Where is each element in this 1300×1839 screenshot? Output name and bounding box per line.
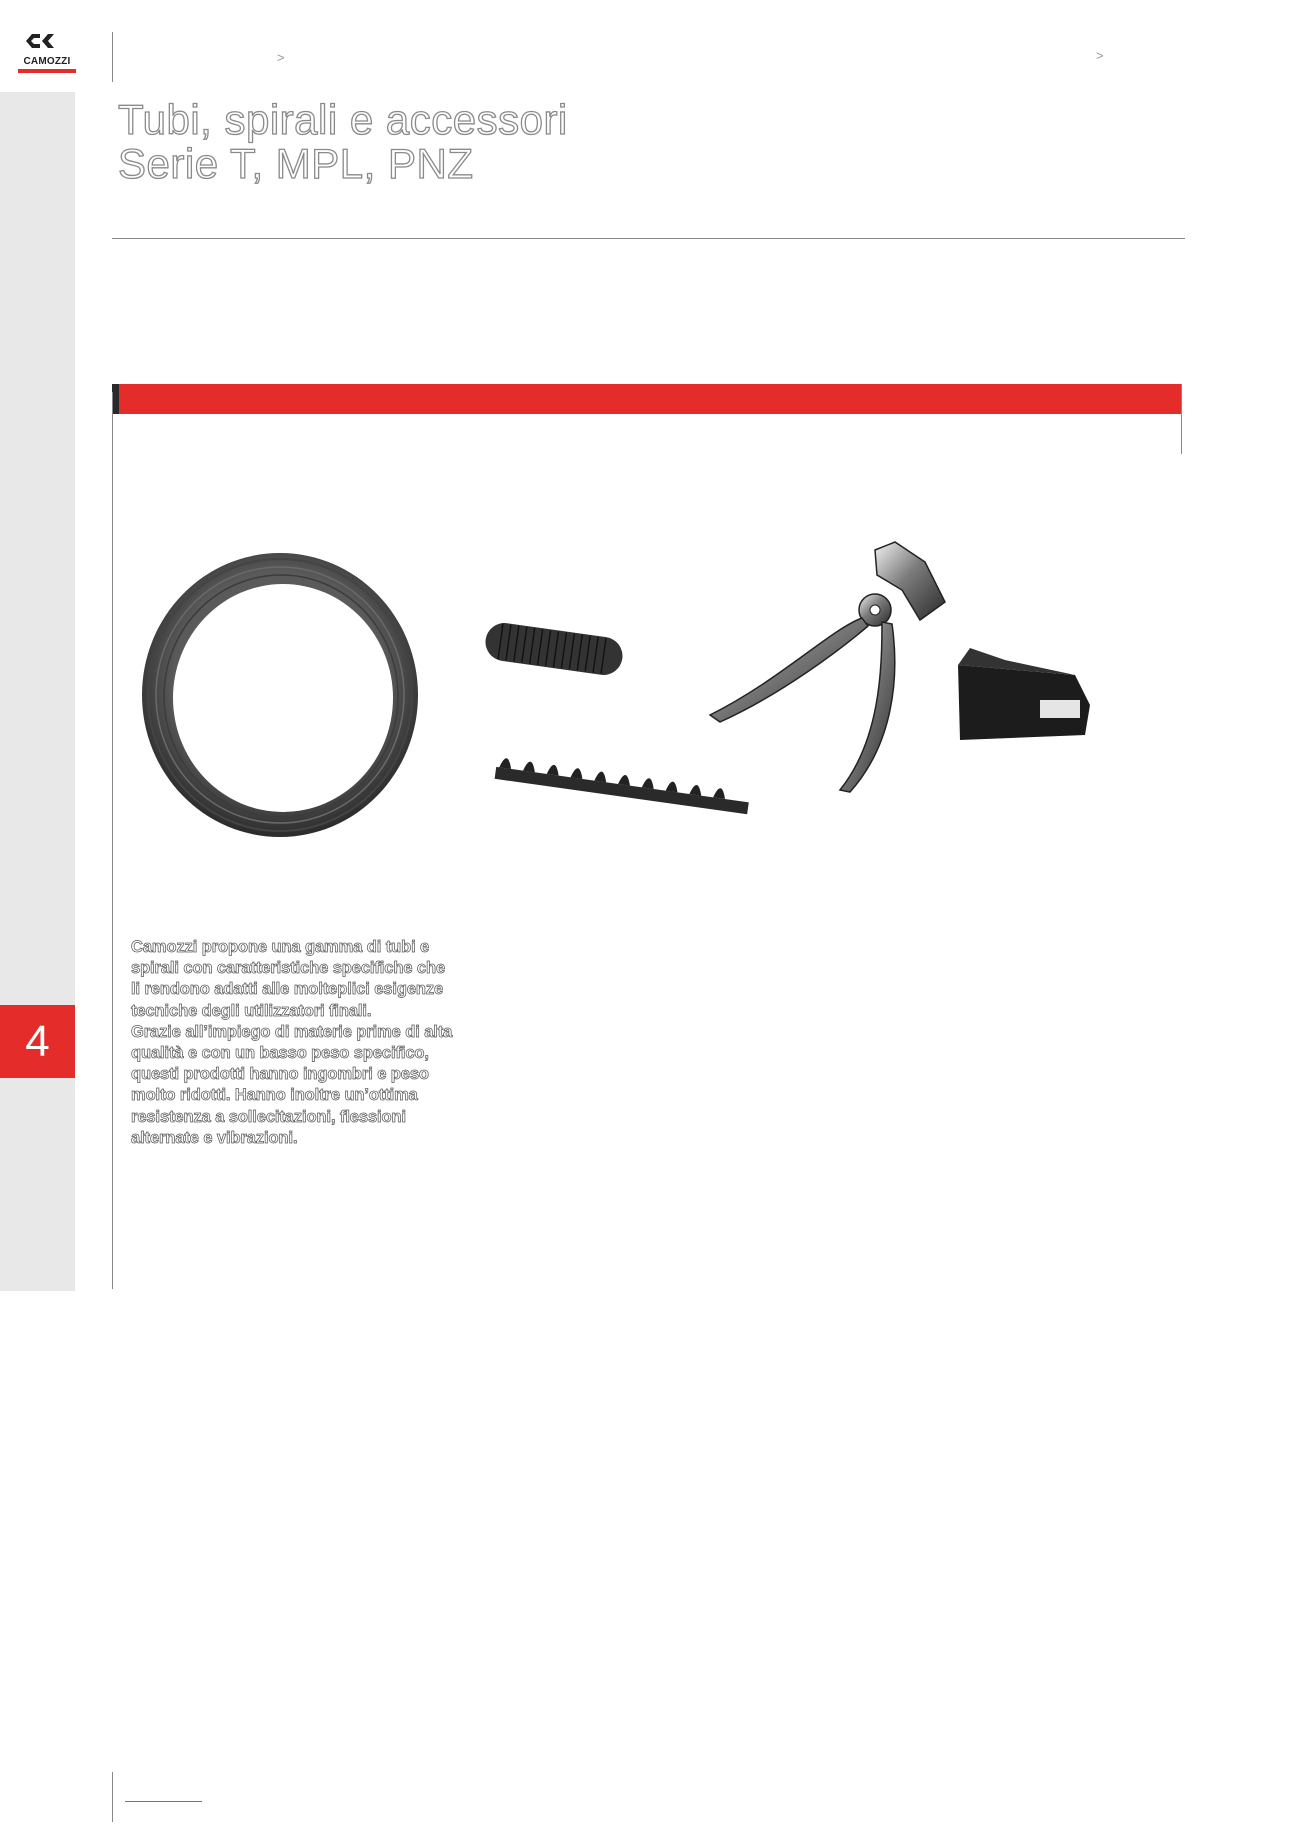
product-illustrations [140, 530, 1150, 850]
chapter-number: 4 [25, 1016, 50, 1066]
page-title-line-2: Serie T, MPL, PNZ [118, 140, 474, 187]
section-band-edge [1181, 384, 1182, 454]
section-band [112, 384, 1182, 414]
breadcrumb-separator: > [1096, 48, 1104, 63]
content-divider [112, 392, 113, 1289]
tube-coil-image [142, 553, 418, 837]
tube-cutter-image [958, 648, 1090, 740]
intro-line: Camozzi propone una gamma di tubi e [131, 938, 430, 956]
intro-line: spirali con caratteristiche specifiche che [131, 959, 446, 978]
section-band-marker [112, 384, 119, 414]
intro-paragraph [131, 937, 471, 1149]
tube-pliers-image [710, 542, 945, 792]
logo-underline [18, 69, 76, 73]
left-sidebar-strip [0, 92, 75, 1291]
intro-line: alternate e vibrazioni. [131, 1128, 298, 1147]
intro-line: questi prodotti hanno ingombri e peso [131, 1065, 429, 1084]
intro-line: qualità e con un basso peso specifico, [131, 1044, 429, 1063]
header-divider [112, 32, 113, 82]
breadcrumb-separator: > [277, 50, 285, 65]
spiral-tube-image [483, 621, 625, 678]
brand-name: CAMOZZI [23, 56, 71, 67]
intro-line: molto ridotti. Hanno inoltre un’ottima [131, 1086, 418, 1105]
footer-divider [112, 1772, 113, 1822]
intro-line: li rendono adatti alle molteplici esigenze [131, 980, 444, 999]
footer-rule [125, 1801, 202, 1802]
intro-line: tecniche degli utilizzatori finali. [131, 1001, 372, 1020]
title-divider [112, 238, 1185, 239]
page-title-line-1: Tubi, spirali e accessori [118, 96, 568, 143]
intro-line: Grazie all’impiego di materie prime di alta [131, 1022, 453, 1041]
tube-clip-rail-image [495, 757, 751, 814]
intro-line: resistenza a sollecitazioni, flessioni [131, 1107, 406, 1126]
chapter-tab[interactable] [0, 1005, 75, 1078]
